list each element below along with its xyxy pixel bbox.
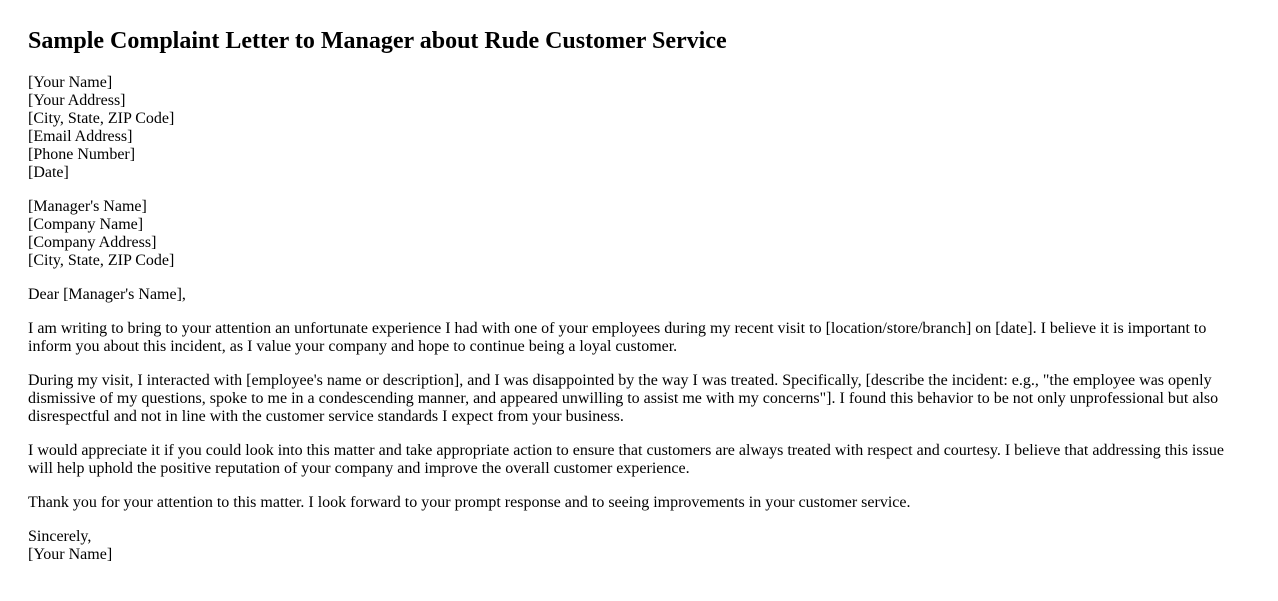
body-paragraph-4: Thank you for your attention to this matter. I look forward to your prompt response and to seeing improvements in your customer service. xyxy=(28,494,911,511)
body-paragraph-1: I am writing to bring to your attention an unfortunate experience I had with one of your employees during my recent visit to [location/store/branch] on [date]. I believe it is important to inform you about this incident, as I value your company and hope to continue being a loyal customer. xyxy=(28,320,1207,355)
sender-address-block xyxy=(28,74,1250,182)
sender-email: [Email Address] xyxy=(28,128,133,145)
sender-phone: [Phone Number] xyxy=(28,146,136,163)
salutation: Dear [Manager's Name], xyxy=(28,286,186,303)
recipient-name: [Manager's Name] xyxy=(28,198,147,215)
closing-block xyxy=(28,528,1250,564)
recipient-address-block xyxy=(28,198,1250,270)
recipient-city-state-zip: [City, State, ZIP Code] xyxy=(28,252,175,269)
recipient-address: [Company Address] xyxy=(28,234,157,251)
letter-date: [Date] xyxy=(28,164,69,181)
body-paragraph-3: I would appreciate it if you could look into this matter and take appropriate action to ensure that customers are always treated with respect and courtesy. I believe that addressing this issue will help uphold the positive reputation of your company and improve the overall customer experience. xyxy=(28,442,1224,477)
sender-address: [Your Address] xyxy=(28,92,126,109)
page-title: Sample Complaint Letter to Manager about Rude Customer Service xyxy=(28,28,727,54)
closing-phrase: Sincerely, xyxy=(28,528,92,545)
sender-city-state-zip: [City, State, ZIP Code] xyxy=(28,110,175,127)
signature-name: [Your Name] xyxy=(28,546,113,563)
body-paragraph-2: During my visit, I interacted with [employee's name or description], and I was disappointed by the way I was treated. Specifically, [describe the incident: e.g., "the employee was openly dismissive of my questions, spoke to me in a condescending manner, and appeared unwilling to assist me with my concerns"]. I found this behavior to be not only unprofessional but also disrespectful and not in line with the customer service standards I expect from your business. xyxy=(28,372,1219,425)
recipient-company: [Company Name] xyxy=(28,216,144,233)
sender-name: [Your Name] xyxy=(28,74,113,91)
